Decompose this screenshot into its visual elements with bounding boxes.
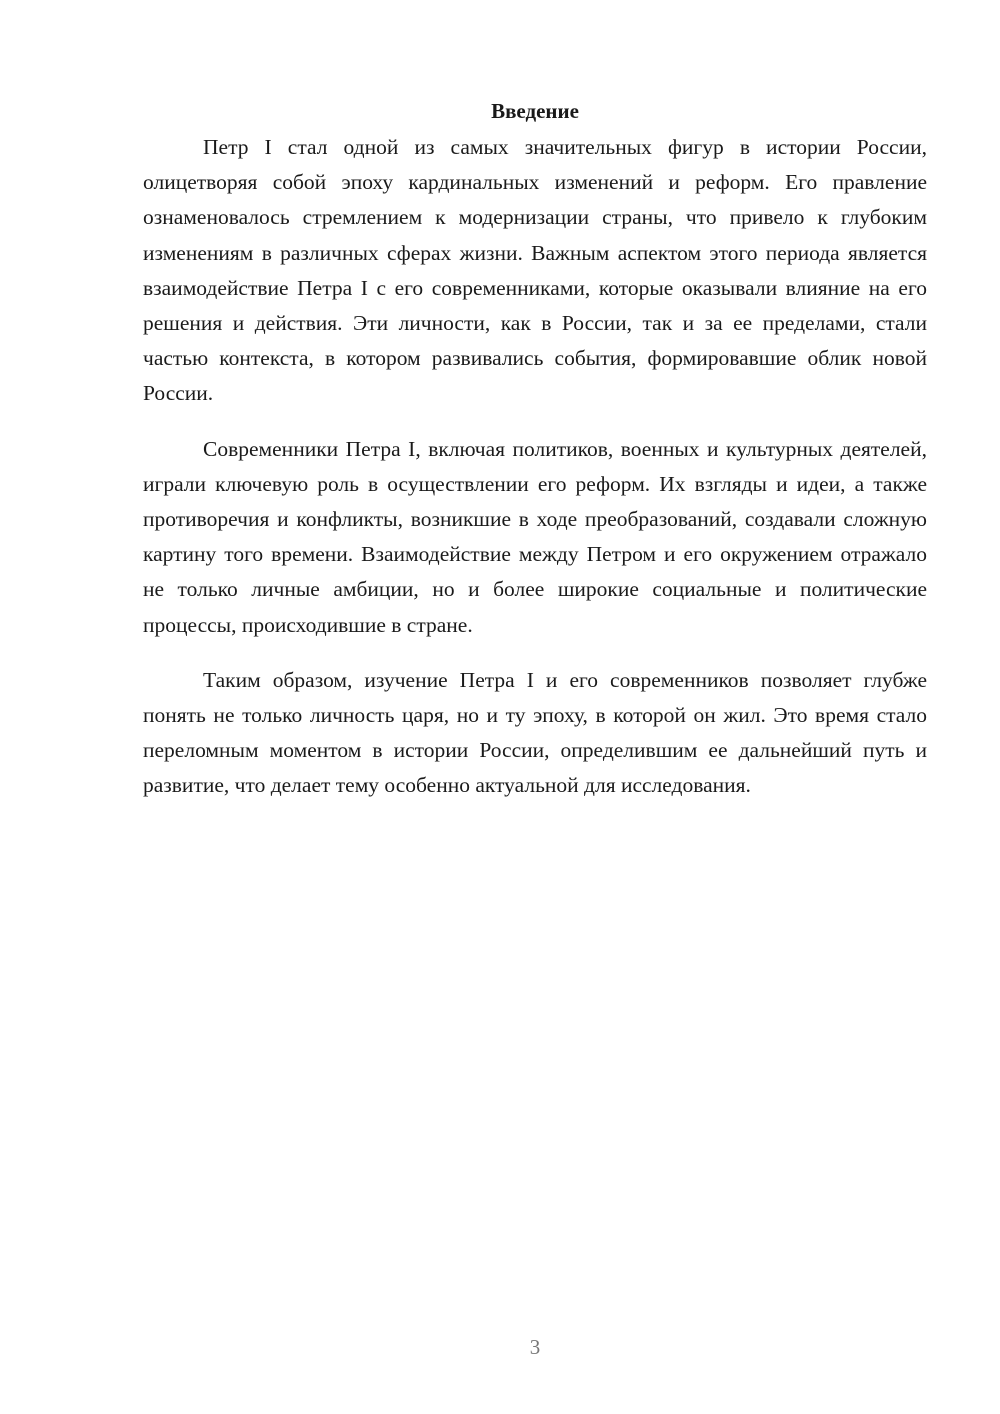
page-number: 3 <box>529 1335 541 1359</box>
page-content <box>143 96 927 824</box>
section-heading: Введение <box>491 99 579 123</box>
paragraph-2: Современники Петра I, включая политиков, военных и культурных деятелей, играли ключевую роль в осуществлении его реформ. Их взгляды и идеи, а также противоречия и конфликты, возникшие в ходе преобразований, создавали сложную картину того времени. Взаимодействие между Петром и его окружением отражало не только личные амбиции, но и более широкие социальные и политические процессы, происходившие в стране. <box>143 436 927 637</box>
paragraph-3: Таким образом, изучение Петра I и его современников позволяет глубже понять не только личность царя, но и ту эпоху, в которой он жил. Это время стало переломным моментом в истории России, определившим ее дальнейший путь и развитие, что делает тему особенно актуальной для исследования. <box>143 667 927 798</box>
paragraph-1: Петр I стал одной из самых значительных фигур в истории России, олицетворяя собой эпоху кардинальных изменений и реформ. Его правление ознаменовалось стремлением к модернизации страны, что привело к глубоким изменениям в различных сферах жизни. Важным аспектом этого периода является взаимодействие Петра I с его современниками, которые оказывали влияние на его решения и действия. Эти личности, как в России, так и за ее пределами, стали частью контекста, в котором развивались события, формировавшие облик новой России. <box>143 135 927 406</box>
